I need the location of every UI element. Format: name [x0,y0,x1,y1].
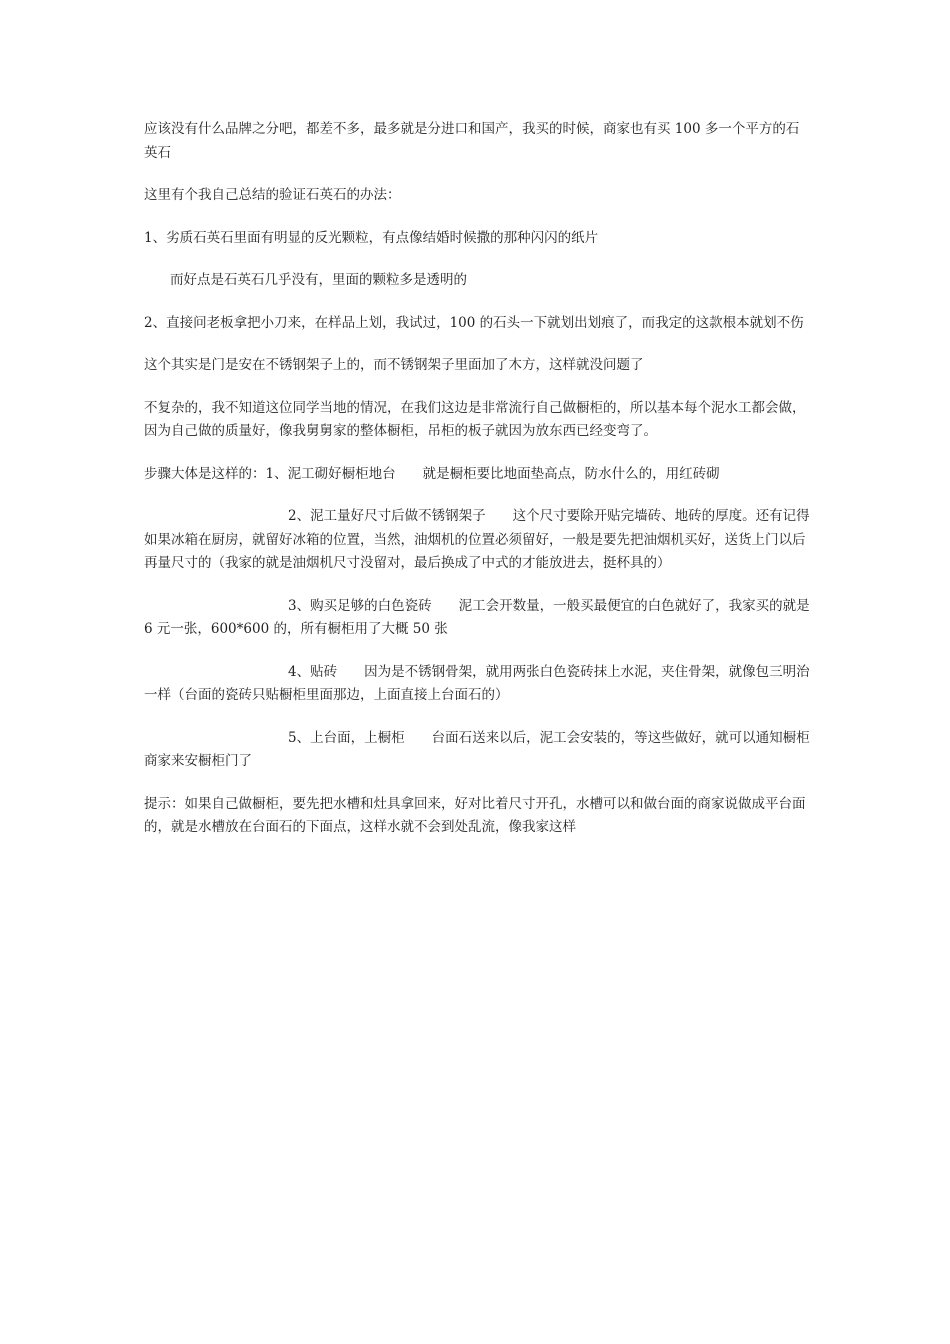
paragraph-method-1: 1、劣质石英石里面有明显的反光颗粒，有点像结婚时候撒的那种闪闪的纸片 [144,229,599,246]
paragraph-method-intro: 这里有个我自己总结的验证石英石的办法： [144,187,401,203]
paragraph-step-4: 4、贴砖 因为是不锈钢骨架，就用两张白色瓷砖抹上水泥，夹住骨架，就像包三明治一样（台面的瓷砖只贴橱柜里面那边，上面直接上台面石的） [144,663,810,703]
paragraph-step-2: 2、泥工量好尺寸后做不锈钢架子 这个尺寸要除开贴完墙砖、地砖的厚度。还有记得如果冰箱在厨房，就留好冰箱的位置，当然，油烟机的位置必须留好，一般是要先把油烟机买好，送货上门以后再量尺寸的（我家的就是油烟机尺寸没留对，最后换成了中式的才能放进去，挺杯具的） [144,508,810,571]
paragraph-door-note: 这个其实是门是安在不锈钢架子上的，而不锈钢架子里面加了木方，这样就没问题了 [144,357,644,373]
paragraph-brand-note: 应该没有什么品牌之分吧，都差不多，最多就是分进口和国产，我买的时候，商家也有买 100 多一个平方的石英石 [144,121,800,161]
paragraph-step-1: 步骤大体是这样的：1、泥工砌好橱柜地台 就是橱柜要比地面垫高点，防水什么的，用红砖砌 [144,465,720,482]
paragraph-step-3: 3、购买足够的白色瓷砖 泥工会开数量，一般买最便宜的白色就好了，我家买的就是 6 元一张，600*600 的，所有橱柜用了大概 50 张 [144,597,810,637]
paragraph-tip: 提示：如果自己做橱柜，要先把水槽和灶具拿回来，好对比着尺寸开孔，水槽可以和做台面的商家说做成平台面的，就是水槽放在台面石的下面点，这样水就不会到处乱流，像我家这样 [144,795,806,835]
paragraph-method-2: 2、直接问老板拿把小刀来，在样品上划，我试过，100 的石头一下就划出划痕了，而我定的这款根本就划不伤 [144,314,804,331]
paragraph-method-1-detail: 而好点是石英石几乎没有，里面的颗粒多是透明的 [170,272,467,288]
paragraph-step-5: 5、上台面，上橱柜 台面石送来以后，泥工会安装的，等这些做好，就可以通知橱柜商家来安橱柜门了 [144,729,810,769]
document-body [144,118,812,859]
paragraph-diy-intro: 不复杂的，我不知道这位同学当地的情况，在我们这边是非常流行自己做橱柜的，所以基本每个泥水工都会做，因为自己做的质量好，像我舅舅家的整体橱柜，吊柜的板子就因为放东西已经变弯了。 [144,399,806,439]
